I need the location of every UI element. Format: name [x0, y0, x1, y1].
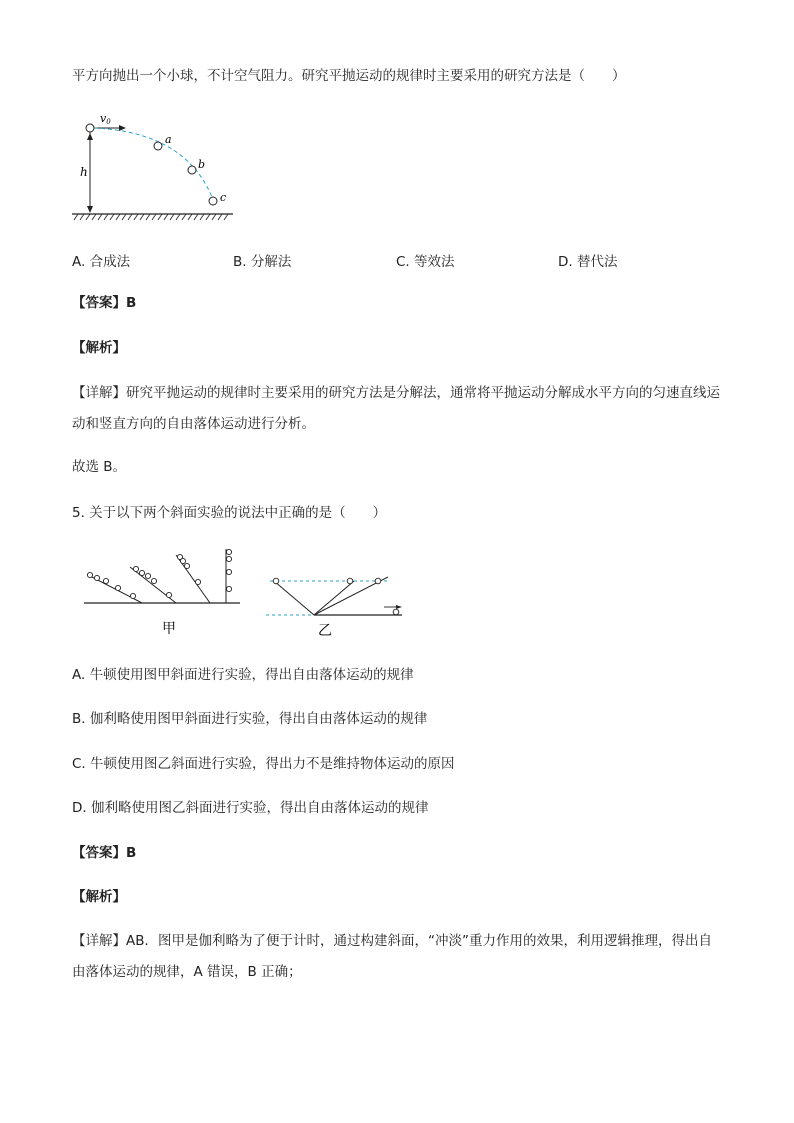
point-a-label: a [165, 133, 172, 146]
q5-option-d: D. 伽利略使用图乙斜面进行实验，得出自由落体运动的规律 [72, 800, 429, 816]
q4-analysis-heading: 【解析】 [72, 340, 126, 356]
incline-figure-yi [262, 565, 412, 665]
q4-answer: 【答案】B [72, 295, 137, 311]
incline-figure-jia [80, 545, 250, 640]
q5-analysis-heading: 【解析】 [72, 889, 126, 905]
figure-yi-label: 乙 [318, 623, 332, 639]
question-4-stem: 平方向抛出一个小球，不计空气阻力。研究平抛运动的规律时主要采用的研究方法是（ ） [72, 68, 626, 84]
height-label: h [80, 165, 88, 179]
q4-option-c: C. 等效法 [396, 254, 455, 270]
velocity-label: v0 [100, 112, 111, 126]
point-b-label: b [198, 158, 206, 171]
figure-jia-label: 甲 [162, 621, 176, 637]
q5-answer: 【答案】B [72, 845, 137, 861]
q5-option-b: B. 伽利略使用图甲斜面进行实验，得出自由落体运动的规律 [72, 711, 428, 727]
point-c-label: c [220, 191, 227, 204]
projectile-figure [68, 112, 238, 222]
q4-conclusion: 故选 B。 [72, 459, 127, 475]
q5-detail: 【详解】AB．图甲是伽利略为了便于计时，通过构建斜面，“冲淡”重力作用的效果，利用逻辑推理，得出自由落体运动的规律，A 错误，B 正确； [72, 933, 712, 980]
q4-option-a: A. 合成法 [72, 254, 131, 270]
q4-detail: 【详解】研究平抛运动的规律时主要采用的研究方法是分解法，通常将平抛运动分解成水平方向的匀速直线运动和竖直方向的自由落体运动进行分析。 [72, 385, 720, 432]
question-5-stem: 5. 关于以下两个斜面实验的说法中正确的是（ ） [72, 505, 387, 521]
q5-option-c: C. 牛顿使用图乙斜面进行实验，得出力不是维持物体运动的原因 [72, 756, 455, 772]
q4-option-b: B. 分解法 [233, 254, 292, 270]
q5-option-a: A. 牛顿使用图甲斜面进行实验，得出自由落体运动的规律 [72, 667, 414, 683]
q4-option-d: D. 替代法 [558, 254, 618, 270]
